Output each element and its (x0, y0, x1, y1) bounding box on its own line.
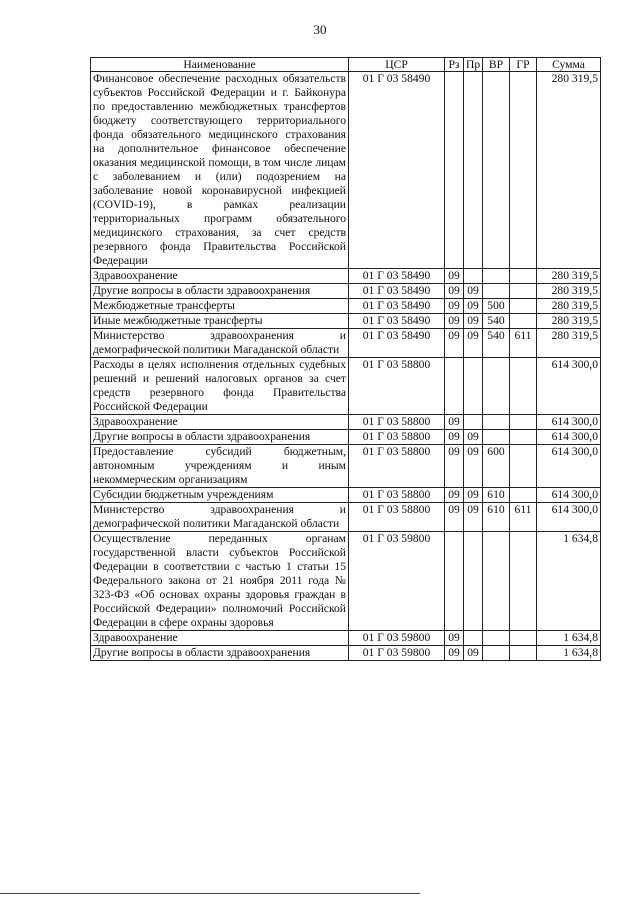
row-sum-cell: 280 319,5 (537, 314, 601, 329)
row-csr-cell: 01 Г 03 58800 (349, 430, 445, 445)
row-sum-cell: 280 319,5 (537, 72, 601, 269)
row-sum-cell: 1 634,8 (537, 631, 601, 646)
row-rz-cell: 09 (445, 631, 464, 646)
row-sum-cell: 1 634,8 (537, 646, 601, 661)
row-sum-cell: 614 300,0 (537, 488, 601, 503)
row-csr-cell: 01 Г 03 58490 (349, 329, 445, 358)
column-header-pr: Пр (464, 58, 483, 72)
table-row (91, 72, 601, 269)
row-csr-cell: 01 Г 03 59800 (349, 646, 445, 661)
row-rz-cell: 09 (445, 415, 464, 430)
row-pr-cell: 09 (464, 445, 483, 488)
row-name-cell: Осуществление переданных органам государственной власти субъектов Российской Федерации в соответствии с частью 1 статьи 15 Федерального закона от 21 ноября 2011 года № 323-ФЗ «Об основах охраны здоровья граждан в Российской Федерации» полномочий Российской Федерации в сфере охраны здоровья (91, 532, 349, 631)
row-name-cell: Здравоохранение (91, 269, 349, 284)
row-gr-cell (510, 631, 537, 646)
row-csr-cell: 01 Г 03 59800 (349, 532, 445, 631)
row-sum-cell: 614 300,0 (537, 430, 601, 445)
row-rz-cell: 09 (445, 503, 464, 532)
bottom-rule (0, 893, 420, 894)
row-name-cell: Субсидии бюджетным учреждениям (91, 488, 349, 503)
row-gr-cell (510, 284, 537, 299)
row-vr-cell (483, 532, 510, 631)
row-csr-cell: 01 Г 03 58800 (349, 358, 445, 415)
column-header-vr: ВР (483, 58, 510, 72)
row-rz-cell: 09 (445, 488, 464, 503)
row-name-cell: Министерство здравоохранения и демографической политики Магаданской области (91, 503, 349, 532)
row-vr-cell (483, 646, 510, 661)
row-vr-cell (483, 415, 510, 430)
row-csr-cell: 01 Г 03 58490 (349, 72, 445, 269)
row-sum-cell: 614 300,0 (537, 445, 601, 488)
row-sum-cell: 280 319,5 (537, 269, 601, 284)
row-gr-cell (510, 488, 537, 503)
table-body (91, 72, 601, 661)
row-gr-cell (510, 415, 537, 430)
row-name-cell: Министерство здравоохранения и демографической политики Магаданской области (91, 329, 349, 358)
table-row (91, 358, 601, 415)
row-csr-cell: 01 Г 03 59800 (349, 631, 445, 646)
row-vr-cell: 500 (483, 299, 510, 314)
budget-table (90, 57, 601, 661)
row-rz-cell (445, 532, 464, 631)
row-gr-cell (510, 299, 537, 314)
row-name-cell: Другие вопросы в области здравоохранения (91, 646, 349, 661)
table-row (91, 299, 601, 314)
row-vr-cell: 600 (483, 445, 510, 488)
row-gr-cell (510, 269, 537, 284)
row-gr-cell (510, 430, 537, 445)
row-vr-cell (483, 358, 510, 415)
row-gr-cell (510, 314, 537, 329)
row-sum-cell: 614 300,0 (537, 358, 601, 415)
row-pr-cell: 09 (464, 646, 483, 661)
row-name-cell: Межбюджетные трансферты (91, 299, 349, 314)
row-name-cell: Иные межбюджетные трансферты (91, 314, 349, 329)
row-vr-cell: 610 (483, 503, 510, 532)
row-name-cell: Здравоохранение (91, 631, 349, 646)
row-gr-cell (510, 532, 537, 631)
table-header-row (91, 58, 601, 72)
row-vr-cell (483, 631, 510, 646)
table-row (91, 631, 601, 646)
table-row (91, 445, 601, 488)
row-name-cell: Здравоохранение (91, 415, 349, 430)
row-rz-cell: 09 (445, 269, 464, 284)
row-gr-cell (510, 72, 537, 269)
row-vr-cell (483, 430, 510, 445)
row-pr-cell (464, 532, 483, 631)
column-header-rz: Рз (445, 58, 464, 72)
row-gr-cell: 611 (510, 329, 537, 358)
table-row (91, 646, 601, 661)
row-pr-cell (464, 358, 483, 415)
row-rz-cell: 09 (445, 299, 464, 314)
column-header-csr: ЦСР (349, 58, 445, 72)
row-name-cell: Другие вопросы в области здравоохранения (91, 284, 349, 299)
row-sum-cell: 280 319,5 (537, 284, 601, 299)
row-name-cell: Другие вопросы в области здравоохранения (91, 430, 349, 445)
row-csr-cell: 01 Г 03 58490 (349, 284, 445, 299)
row-csr-cell: 01 Г 03 58490 (349, 314, 445, 329)
row-pr-cell: 09 (464, 503, 483, 532)
row-rz-cell: 09 (445, 430, 464, 445)
table-row (91, 284, 601, 299)
row-rz-cell (445, 358, 464, 415)
row-pr-cell: 09 (464, 488, 483, 503)
row-vr-cell (483, 269, 510, 284)
row-name-cell: Расходы в целях исполнения отдельных судебных решений и решений налоговых органов за счет средств резервного фонда Правительства Российской Федерации (91, 358, 349, 415)
row-vr-cell (483, 72, 510, 269)
table-row (91, 430, 601, 445)
row-sum-cell: 1 634,8 (537, 532, 601, 631)
row-pr-cell: 09 (464, 329, 483, 358)
row-pr-cell: 09 (464, 299, 483, 314)
row-csr-cell: 01 Г 03 58800 (349, 445, 445, 488)
column-header-sum: Сумма (537, 58, 601, 72)
row-gr-cell (510, 358, 537, 415)
row-rz-cell: 09 (445, 314, 464, 329)
table-row (91, 415, 601, 430)
row-sum-cell: 280 319,5 (537, 299, 601, 314)
row-vr-cell: 540 (483, 314, 510, 329)
row-rz-cell: 09 (445, 284, 464, 299)
row-vr-cell (483, 284, 510, 299)
row-rz-cell: 09 (445, 329, 464, 358)
table-row (91, 269, 601, 284)
row-gr-cell (510, 445, 537, 488)
table-row (91, 329, 601, 358)
row-csr-cell: 01 Г 03 58800 (349, 503, 445, 532)
row-csr-cell: 01 Г 03 58490 (349, 269, 445, 284)
row-vr-cell: 540 (483, 329, 510, 358)
row-pr-cell: 09 (464, 430, 483, 445)
row-gr-cell (510, 646, 537, 661)
row-csr-cell: 01 Г 03 58490 (349, 299, 445, 314)
row-rz-cell (445, 72, 464, 269)
row-rz-cell: 09 (445, 646, 464, 661)
row-sum-cell: 614 300,0 (537, 415, 601, 430)
row-vr-cell: 610 (483, 488, 510, 503)
row-sum-cell: 614 300,0 (537, 503, 601, 532)
column-header-gr: ГР (510, 58, 537, 72)
row-gr-cell: 611 (510, 503, 537, 532)
row-pr-cell (464, 415, 483, 430)
page-number: 30 (313, 22, 327, 37)
table-row (91, 488, 601, 503)
table-row (91, 503, 601, 532)
row-name-cell: Предоставление субсидий бюджетным, автономным учреждениям и иным некоммерческим организациям (91, 445, 349, 488)
row-sum-cell: 280 319,5 (537, 329, 601, 358)
row-pr-cell: 09 (464, 284, 483, 299)
row-csr-cell: 01 Г 03 58800 (349, 488, 445, 503)
row-pr-cell (464, 269, 483, 284)
row-csr-cell: 01 Г 03 58800 (349, 415, 445, 430)
row-name-cell: Финансовое обеспечение расходных обязательств субъектов Российской Федерации и г. Байконура по предоставлению межбюджетных трансфертов бюджету соответствующего территориального фонда обязательного медицинского страхования на дополнительное финансовое обеспечение оказания медицинской помощи, в том числе лицам с заболеванием и (или) подозрением на заболевание новой коронавирусной инфекцией (COVID-19), в рамках реализации территориальных программ обязательного медицинского страхования, за счет средств резервного фонда Правительства Российской Федерации (91, 72, 349, 269)
row-pr-cell: 09 (464, 314, 483, 329)
row-pr-cell (464, 631, 483, 646)
column-header-name: Наименование (91, 58, 349, 72)
row-pr-cell (464, 72, 483, 269)
table-row (91, 314, 601, 329)
table-row (91, 532, 601, 631)
row-rz-cell: 09 (445, 445, 464, 488)
